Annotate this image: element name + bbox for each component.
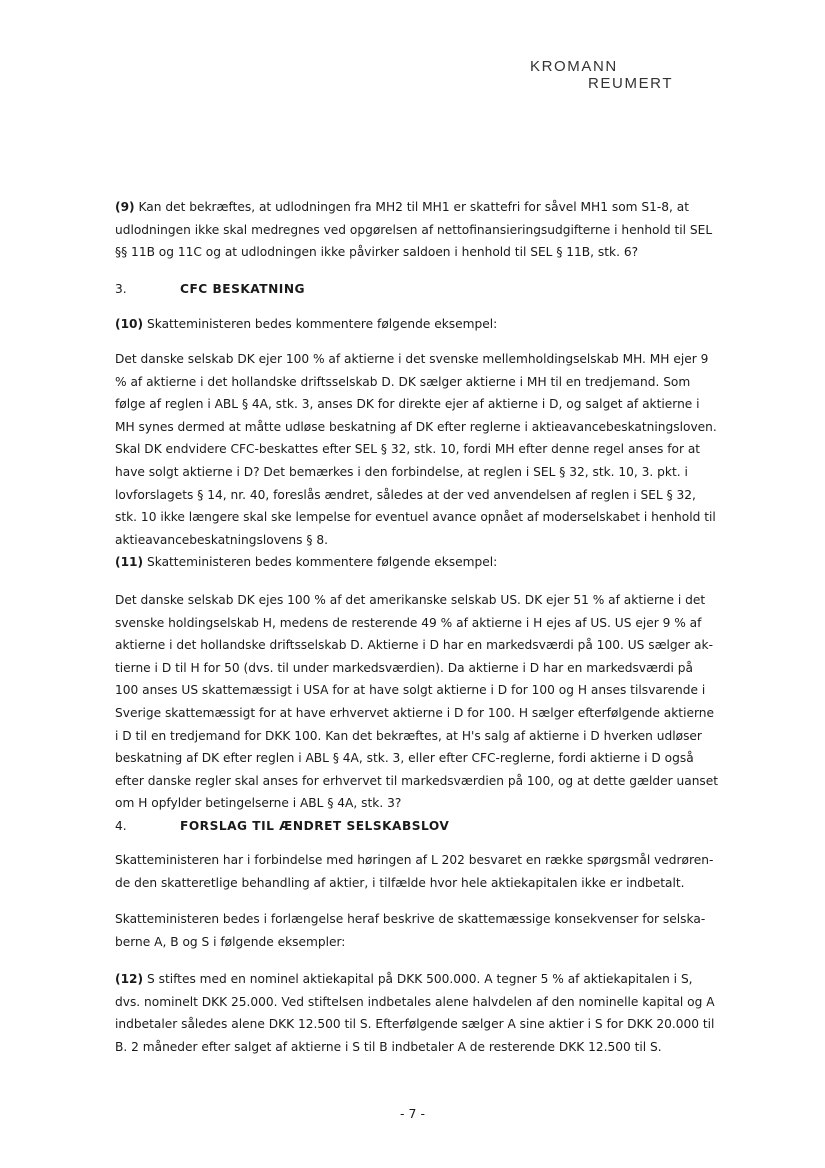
paragraph-line: efter danske regler skal anses for erhvervet til markedsværdien på 100, og at dette gælder uanset [115, 773, 719, 788]
paragraph-line: aktierne i det hollandske driftsselskab D. Aktierne i D har en markedsværdi på 100. US sælger ak- [115, 638, 713, 653]
paragraph-line: MH synes dermed at måtte udløse beskatning af DK efter reglerne i aktieavancebeskatningsloven. [115, 419, 717, 434]
question-12-line: B. 2 måneder efter salget af aktierne i S til B indbetaler A de resterende DKK 12.500 til S. [115, 1039, 662, 1054]
paragraph-line: Skatteministeren har i forbindelse med høringen af L 202 besvaret en række spørgsmål vedrøren- [115, 853, 714, 867]
question-12-number: (12) [115, 972, 144, 986]
question-10 [115, 313, 745, 336]
paragraph-line: aktieavancebeskatningslovens § 8. [115, 532, 328, 547]
section-4-title: FORSLAG TIL ÆNDRET SELSKABSLOV [180, 819, 450, 833]
paragraph-line: % af aktierne i det hollandske driftsselskab D. DK sælger aktierne i MH til en tredjemand. Som [115, 374, 691, 389]
kromann-reumert-logo [520, 58, 685, 98]
question-10-intro: Skatteministeren bedes kommentere følgende eksempel: [146, 317, 498, 331]
logo-line-2: REUMERT [588, 75, 674, 92]
paragraph-line: om H opfylder betingelserne i ABL § 4A, stk. 3? [115, 796, 402, 811]
section-3-title: CFC BESKATNING [180, 282, 306, 296]
paragraph-line: stk. 10 ikke længere skal ske lempelse for eventuel avance opnået af moderselskabet i henhold til [115, 510, 716, 525]
section-3-number: 3. [115, 282, 127, 296]
paragraph-line: berne A, B og S i følgende eksempler: [115, 934, 346, 949]
paragraph-line: svenske holdingselskab H, medens de resterende 49 % af aktierne i H ejes af US. US ejer 9 % af [115, 615, 702, 630]
page-number: - 7 - [400, 1106, 425, 1121]
paragraph-line: de den skatteretlige behandling af aktier, i tilfælde hvor hele aktiekapitalen ikke er indbetalt. [115, 875, 685, 890]
paragraph-line: i D til en tredjemand for DKK 100. Kan det bekræftes, at H's salg af aktierne i D hverken udløser [115, 728, 702, 743]
paragraph-line: lovforslagets § 14, nr. 40, foreslås ændret, således at der ved anvendelsen af reglen i SEL § 32, [115, 487, 696, 502]
question-10-number: (10) [115, 317, 144, 331]
paragraph-line: Det danske selskab DK ejes 100 % af det amerikanske selskab US. DK ejer 51 % af aktierne i det [115, 593, 706, 607]
paragraph-line: Skal DK endvidere CFC-beskattes efter SEL § 32, stk. 10, fordi MH efter denne regel anses for at [115, 442, 701, 457]
question-11 [115, 551, 745, 574]
paragraph-line: Sverige skattemæssigt for at have erhvervet aktierne i D for 100. H sælger efterfølgende aktierne [115, 705, 714, 720]
paragraph-line: beskatning af DK efter reglen i ABL § 4A, stk. 3, eller efter CFC-reglerne, fordi aktierne i D også [115, 751, 694, 766]
question-9-line: udlodningen ikke skal medregnes ved opgørelsen af nettofinansieringsudgifterne i henhold til SEL [115, 222, 713, 237]
example-11-paragraph [115, 589, 745, 815]
example-10-paragraph [115, 348, 745, 551]
question-9-line: §§ 11B og 11C og at udlodningen ikke påvirker saldoen i henhold til SEL § 11B, stk. 6? [115, 245, 639, 260]
paragraph-line: Det danske selskab DK ejer 100 % af aktierne i det svenske mellemholdingselskab MH. MH ejer 9 [115, 352, 709, 366]
question-11-number: (11) [115, 555, 144, 569]
paragraph-line: følge af reglen i ABL § 4A, stk. 3, anses DK for direkte ejer af aktierne i D, og salget af aktierne i [115, 397, 700, 412]
section-4-paragraph-1 [115, 849, 745, 894]
question-12-line: dvs. nominelt DKK 25.000. Ved stiftelsen indbetales alene halvdelen af den nominelle kapital og A [115, 994, 715, 1009]
paragraph-line: Skatteministeren bedes i forlængelse heraf beskrive de skattemæssige konsekvenser for selska- [115, 912, 706, 926]
section-4-paragraph-2 [115, 908, 745, 953]
paragraph-line: tierne i D til H for 50 (dvs. til under markedsværdien). Da aktierne i D har en markedsværdi på [115, 660, 693, 675]
paragraph-line: 100 anses US skattemæssigt i USA for at have solgt aktierne i D for 100 og H anses tilsvarende i [115, 683, 706, 698]
question-9-number: (9) [115, 200, 135, 214]
logo-line-1: KROMANN [530, 58, 618, 75]
paragraph-line: have solgt aktierne i D? Det bemærkes i den forbindelse, at reglen i SEL § 32, stk. 10, 3. pkt. i [115, 464, 688, 479]
question-9 [115, 196, 745, 264]
question-11-intro: Skatteministeren bedes kommentere følgende eksempel: [146, 555, 498, 569]
question-12 [115, 968, 745, 1058]
question-9-line: Kan det bekræftes, at udlodningen fra MH2 til MH1 er skattefri for såvel MH1 som S1-8, at [138, 200, 690, 214]
question-12-line: indbetaler således alene DKK 12.500 til S. Efterfølgende sælger A sine aktier i S for DKK 20.000 til [115, 1017, 715, 1032]
section-4-number: 4. [115, 819, 127, 833]
question-12-line: S stiftes med en nominel aktiekapital på DKK 500.000. A tegner 5 % af aktiekapitalen i S, [146, 972, 693, 986]
